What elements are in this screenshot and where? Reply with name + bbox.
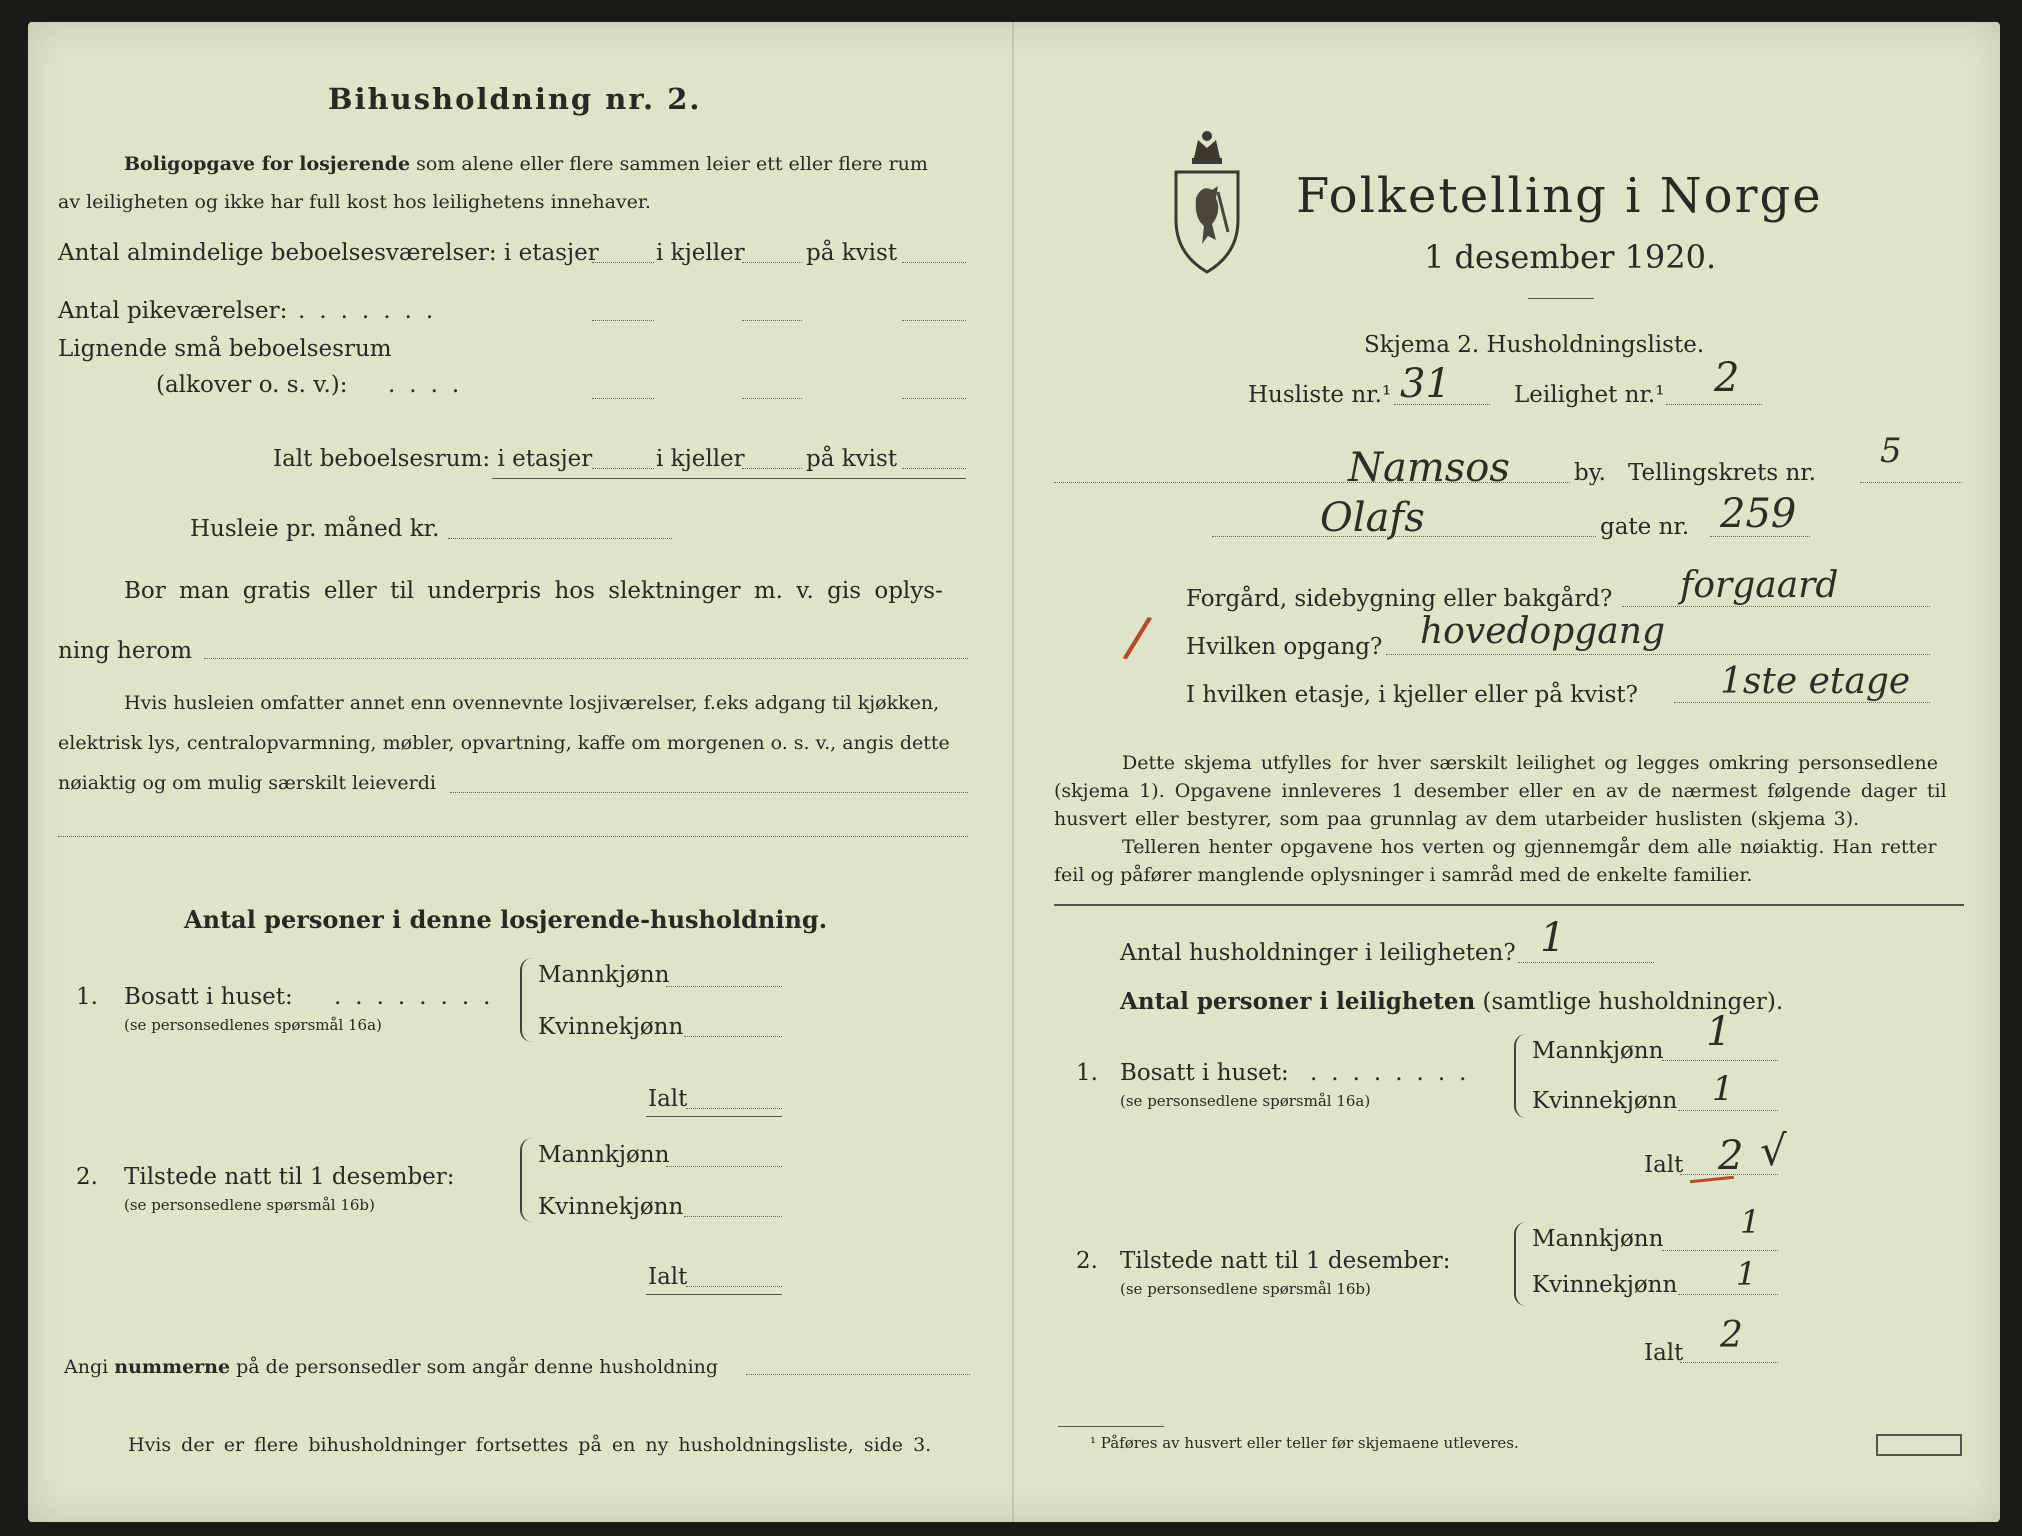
leilighet-label: Leilighet nr.¹ [1514,382,1665,408]
husliste-value: 31 [1400,361,1451,407]
right-q2-brace [1514,1222,1528,1306]
rooms-kjeller-line[interactable] [742,262,802,263]
right-persons-rest: (samtlige husholdninger). [1482,989,1784,1015]
left-q2-mann-line[interactable] [666,1166,782,1167]
right-q1-brace [1514,1034,1528,1118]
left-persons-title: Antal personer i denne losjerende-husholdning. [184,905,828,934]
intro-line-2: av leiligheten og ikke har full kost hos leilighetens innehaver. [58,191,651,213]
left-q2-num: 2. [76,1164,98,1190]
intro-rest: som alene eller flere sammen leier ett eller flere rum [416,153,928,175]
total-underline [492,478,966,479]
incl-line-1[interactable] [450,792,968,793]
left-q1-mann-line[interactable] [666,986,782,987]
rooms-kvist-line[interactable] [902,262,966,263]
left-q1-brace [520,958,534,1042]
right-q1-label: Bosatt i huset: [1120,1060,1289,1086]
page-fold [1012,22,1014,1522]
free-text-line[interactable] [204,658,968,659]
check-mark: √ [1760,1126,1787,1175]
info-line-4: Telleren henter opgavene hos verten og gjennemgår dem alle nøiaktig. Han retter [1122,836,1937,858]
total-etasjer-line[interactable] [592,468,654,469]
left-q2-kvinne-line[interactable] [684,1216,782,1217]
small-kjeller-line[interactable] [742,398,802,399]
rent-label: Husleie pr. måned kr. [190,516,440,542]
angi-pre: Angi [64,1356,109,1378]
small-rooms-label-2: (alkover o. s. v.): [156,372,348,398]
total-kjeller-label: i kjeller [656,446,745,472]
right-q1-kvinne-label: Kvinnekjønn [1532,1088,1678,1114]
pike-dots: ....... [298,298,448,324]
etasje-label: I hvilken etasje, i kjeller eller på kvist? [1186,682,1638,708]
rooms-label: Antal almindelige beboelsesværelser: i etasjer [58,240,599,266]
right-q2-num: 2. [1076,1248,1098,1274]
red-check-mark: / [1120,603,1155,672]
left-q2-label: Tilstede natt til 1 desember: [124,1164,455,1190]
right-q2-kvinne-value: 1 [1736,1255,1757,1293]
pike-etasjer-line[interactable] [592,320,654,321]
hush-line[interactable] [1518,962,1654,963]
forgaard-label: Forgård, sidebygning eller bakgård? [1186,586,1613,612]
right-q2-mann-line[interactable] [1662,1250,1778,1251]
gate-nr-value: 259 [1720,491,1797,537]
right-footnote: ¹ Påføres av husvert eller teller før skjemaene utleveres. [1090,1434,1519,1452]
etasje-value: 1ste etage [1720,661,1911,702]
left-q2-kvinne-label: Kvinnekjønn [538,1194,684,1220]
left-q2-brace [520,1138,534,1222]
krets-line[interactable] [1860,482,1962,483]
angi-bold: nummerne [114,1356,231,1378]
small-rooms-dots: .... [388,372,474,398]
right-q2-mann-label: Mannkjønn [1532,1226,1664,1252]
left-q2-ialt-label: Ialt [648,1264,688,1290]
info-line-1: Dette skjema utfylles for hver særskilt leilighet og legges omkring personsedlene [1122,752,1938,774]
by-label: by. [1574,460,1606,486]
right-q2-ialt-line[interactable] [1680,1362,1778,1363]
angi-line[interactable] [746,1374,970,1375]
left-footer: Hvis der er flere bihusholdninger fortsettes på en ny husholdningsliste, side 3. [128,1434,932,1456]
incl-text-1: Hvis husleien omfatter annet enn ovennevnte losjiværelser, f.eks adgang til kjøkken, [124,692,940,714]
etasje-line[interactable] [1674,702,1930,703]
schema-label: Skjema 2. Husholdningsliste. [1364,332,1705,358]
right-q1-num: 1. [1076,1060,1098,1086]
rooms-etasjer-line[interactable] [592,262,654,263]
small-rooms-label-1: Lignende små beboelsesrum [58,336,392,362]
left-q1-kvinne-line[interactable] [684,1036,782,1037]
incl-text-2: elektrisk lys, centralopvarmning, møbler, opvartning, kaffe om morgenen o. s. v., angis dette [58,732,950,754]
left-q1-ialt-underline [646,1116,782,1117]
printer-mark-icon [1876,1434,1962,1456]
opgang-value: hovedopgang [1420,611,1666,652]
rooms-kjeller-label: i kjeller [656,240,745,266]
left-q1-dots: ........ [334,984,505,1010]
right-q2-label: Tilstede natt til 1 desember: [1120,1248,1451,1274]
opgang-label: Hvilken opgang? [1186,634,1383,660]
leilighet-line[interactable] [1666,404,1762,405]
right-date: 1 desember 1920. [1424,238,1717,276]
right-q1-kvinne-line[interactable] [1678,1110,1778,1111]
right-q2-kvinne-line[interactable] [1678,1294,1778,1295]
right-q1-mann-line[interactable] [1662,1060,1778,1061]
opgang-line[interactable] [1386,654,1930,655]
total-kvist-line[interactable] [902,468,966,469]
pike-kjeller-line[interactable] [742,320,802,321]
total-kvist-label: på kvist [806,446,898,472]
left-q1-ialt-label: Ialt [648,1086,688,1112]
info-rule [1054,904,1964,906]
angi-rest: på de personsedler som angår denne husholdning [236,1356,719,1378]
right-persons-bold: Antal personer i leiligheten [1120,988,1476,1015]
title-rule [1528,298,1594,299]
left-q1-sub: (se personsedlenes spørsmål 16a) [124,1016,382,1034]
right-q2-sub: (se personsedlene spørsmål 16b) [1120,1280,1371,1298]
right-title: Folketelling i Norge [1296,168,1823,224]
right-q1-ialt-value: 2 [1718,1133,1744,1179]
right-q1-mann-value: 1 [1706,1009,1732,1055]
left-q1-num: 1. [76,984,98,1010]
free-text-2: ning herom [58,638,193,664]
left-q2-ialt-underline [646,1294,782,1295]
intro-text [124,153,928,176]
forgaard-value: forgaard [1680,565,1839,606]
pike-label: Antal pikeværelser: [58,298,288,324]
info-line-5: feil og påfører manglende oplysninger i samråd med de enkelte familier. [1054,864,1753,886]
forgaard-line[interactable] [1622,606,1930,607]
right-q1-mann-label: Mannkjønn [1532,1038,1664,1064]
leilighet-value: 2 [1714,355,1740,401]
info-line-3: husvert eller bestyrer, som paa grunnlag av dem utarbeider huslisten (skjema 3). [1054,808,1860,830]
right-q1-sub: (se personsedlene spørsmål 16a) [1120,1092,1371,1110]
incl-line-2[interactable] [58,836,968,837]
gate-value: Olafs [1320,495,1425,541]
total-kjeller-line[interactable] [742,468,802,469]
krets-label: Tellingskrets nr. [1628,460,1817,486]
right-q2-mann-value: 1 [1740,1203,1761,1241]
left-q2-sub: (se personsedlene spørsmål 16b) [124,1196,375,1214]
hush-label: Antal husholdninger i leiligheten? [1120,940,1516,966]
hush-value: 1 [1540,915,1566,961]
rooms-kvist-label: på kvist [806,240,898,266]
left-q1-label: Bosatt i huset: [124,984,293,1010]
left-title: Bihusholdning nr. 2. [328,82,702,116]
by-value: Namsos [1348,445,1510,491]
husliste-label: Husliste nr.¹ [1248,382,1392,408]
angi-text [64,1356,718,1379]
left-q1-mann-label: Mannkjønn [538,962,670,988]
total-rooms-label: Ialt beboelsesrum: i etasjer [273,446,593,472]
info-line-2: (skjema 1). Opgavene innleveres 1 desember eller en av de nærmest følgende dager til [1054,780,1947,802]
right-persons-title [1120,988,1783,1017]
free-text-1: Bor man gratis eller til underpris hos slektninger m. v. gis oplys- [124,578,943,604]
right-q2-ialt-value: 2 [1720,1315,1743,1356]
right-q2-ialt-label: Ialt [1644,1340,1684,1366]
small-kvist-line[interactable] [902,398,966,399]
krets-value: 5 [1880,431,1902,471]
right-q1-ialt-label: Ialt [1644,1152,1684,1178]
right-q2-kvinne-label: Kvinnekjønn [1532,1272,1678,1298]
right-q1-kvinne-value: 1 [1712,1069,1734,1109]
coat-of-arms-icon [1172,128,1242,276]
left-q1-ialt-line[interactable] [686,1108,782,1109]
left-q2-ialt-line[interactable] [686,1286,782,1287]
left-q1-kvinne-label: Kvinnekjønn [538,1014,684,1040]
left-q2-mann-label: Mannkjønn [538,1142,670,1168]
gate-label: gate nr. [1600,514,1690,540]
pike-kvist-line[interactable] [902,320,966,321]
footnote-rule [1058,1426,1164,1427]
small-etasjer-line[interactable] [592,398,654,399]
rent-line[interactable] [448,538,672,539]
right-q1-dots: ........ [1310,1060,1481,1086]
incl-text-3: nøiaktig og om mulig særskilt leieverdi [58,772,436,794]
intro-bold: Boligopgave for losjerende [124,153,411,175]
